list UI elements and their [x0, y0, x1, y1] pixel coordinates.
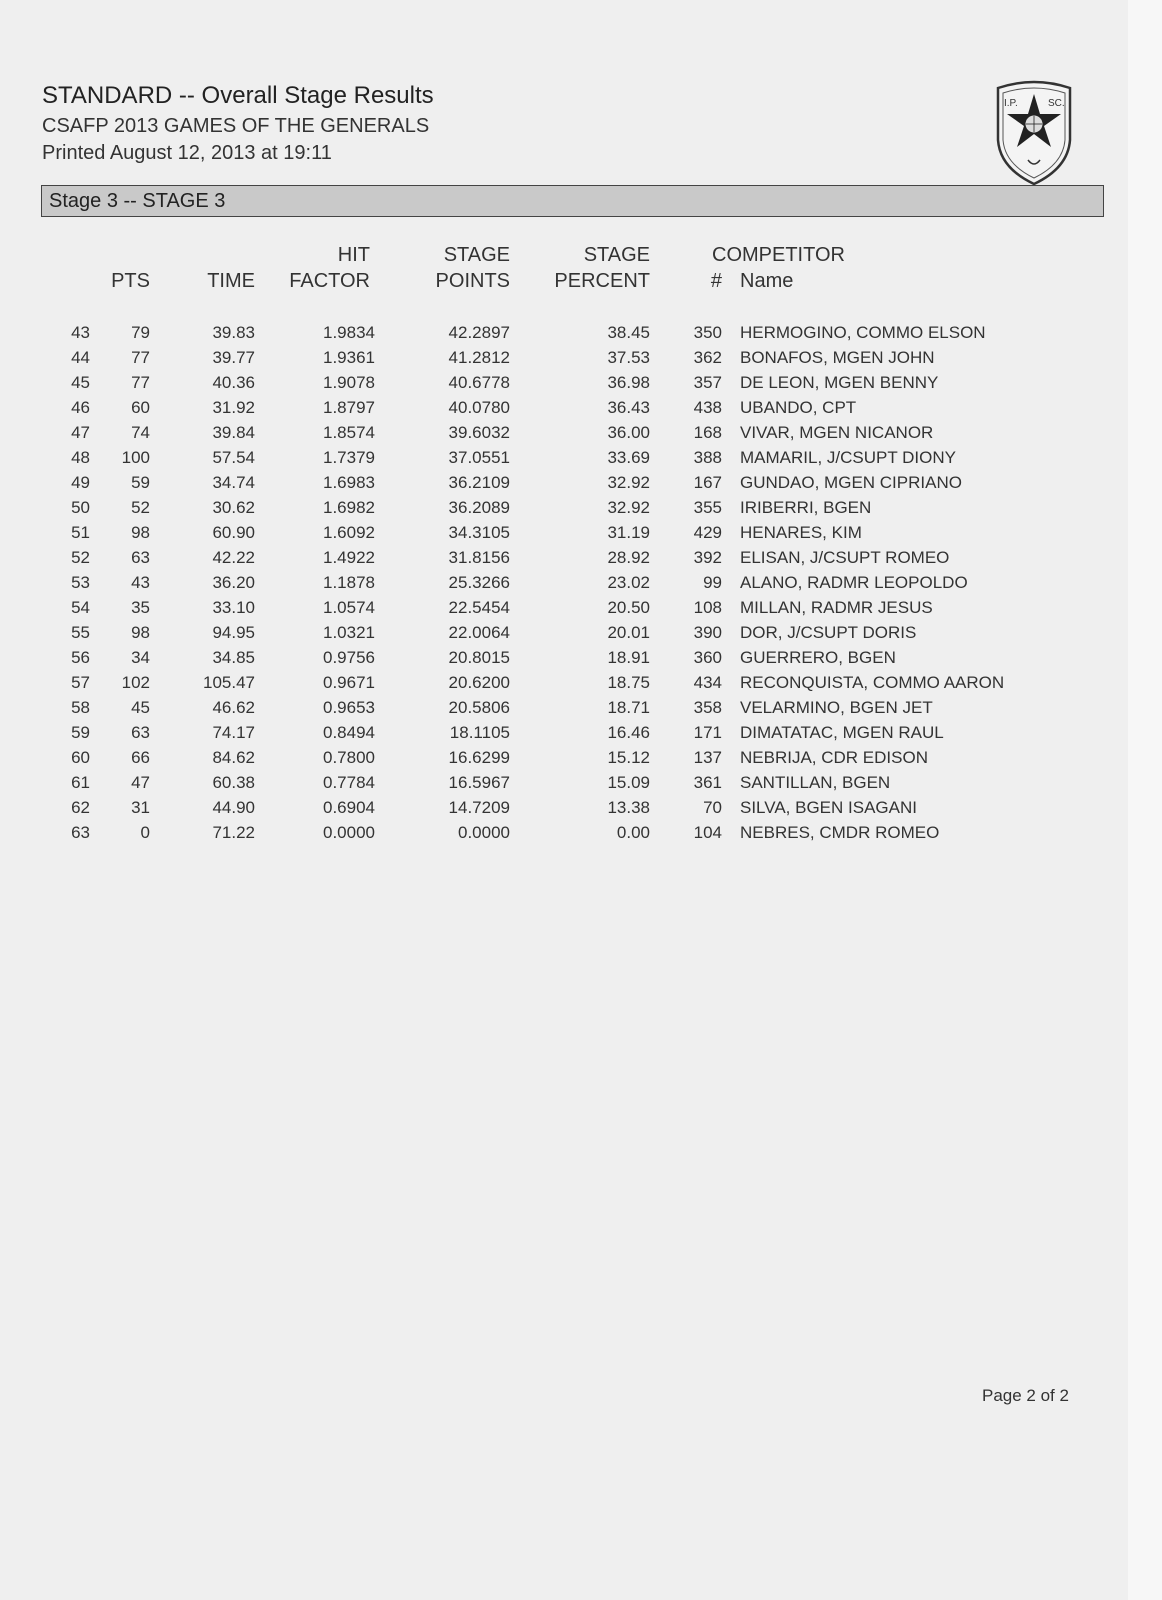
- logo-left-text: I.P.: [1004, 98, 1018, 109]
- competitor-number: 390: [693, 623, 722, 642]
- competitor-name: NEBRIJA, CDR EDISON: [740, 748, 928, 767]
- hit-factor: 1.4922: [323, 548, 375, 567]
- place: 53: [71, 573, 90, 592]
- time: 84.62: [212, 748, 255, 767]
- hit-factor: 0.0000: [323, 823, 375, 842]
- stage-percent: 36.00: [607, 423, 650, 442]
- competitor-number: 358: [693, 698, 722, 717]
- stage-percent: 15.09: [607, 773, 650, 792]
- time: 44.90: [212, 798, 255, 817]
- stage-points: 22.0064: [448, 623, 510, 642]
- stage-percent: 32.92: [607, 473, 650, 492]
- pts: 31: [131, 798, 150, 817]
- competitor-name: DOR, J/CSUPT DORIS: [740, 623, 917, 642]
- stage-percent: 28.92: [607, 548, 650, 567]
- hit-factor: 1.8574: [323, 423, 375, 442]
- pts: 0: [140, 823, 150, 842]
- pts: 43: [131, 573, 150, 592]
- competitor-number: 357: [693, 373, 722, 392]
- stage-percent: 23.02: [607, 573, 650, 592]
- col-stage-percent-bottom: PERCENT: [554, 270, 650, 292]
- competitor-name: MILLAN, RADMR JESUS: [740, 598, 933, 617]
- pts: 34: [131, 648, 150, 667]
- table-row: [0, 570, 1128, 595]
- time: 74.17: [212, 723, 255, 742]
- competitor-number: 108: [693, 598, 722, 617]
- stage-points: 39.6032: [448, 423, 510, 442]
- competitor-name: ALANO, RADMR LEOPOLDO: [740, 573, 968, 592]
- time: 36.20: [212, 573, 255, 592]
- time: 33.10: [212, 598, 255, 617]
- time: 39.84: [212, 423, 255, 442]
- time: 46.62: [212, 698, 255, 717]
- hit-factor: 0.6904: [323, 798, 375, 817]
- competitor-name: MAMARIL, J/CSUPT DIONY: [740, 448, 956, 467]
- table-row: [0, 620, 1128, 645]
- pts: 66: [131, 748, 150, 767]
- hit-factor: 1.9834: [323, 323, 375, 342]
- competitor-name: VELARMINO, BGEN JET: [740, 698, 933, 717]
- table-row: [0, 320, 1128, 345]
- place: 59: [71, 723, 90, 742]
- stage-points: 16.5967: [448, 773, 510, 792]
- stage-percent: 20.50: [607, 598, 650, 617]
- competitor-name: NEBRES, CMDR ROMEO: [740, 823, 940, 842]
- table-row: [0, 420, 1128, 445]
- competitor-number: 70: [703, 798, 722, 817]
- stage-percent: 36.98: [607, 373, 650, 392]
- competitor-name: DE LEON, MGEN BENNY: [740, 373, 939, 392]
- match-name: CSAFP 2013 GAMES OF THE GENERALS: [42, 115, 430, 137]
- table-row: [0, 770, 1128, 795]
- hit-factor: 0.9653: [323, 698, 375, 717]
- col-stage-points-bottom: POINTS: [435, 270, 510, 292]
- place: 49: [71, 473, 90, 492]
- results-table: [0, 320, 1128, 845]
- hit-factor: 0.7784: [323, 773, 375, 792]
- competitor-number: 360: [693, 648, 722, 667]
- stage-points: 36.2109: [448, 473, 510, 492]
- pts: 98: [131, 623, 150, 642]
- competitor-name: HERMOGINO, COMMO ELSON: [740, 323, 986, 342]
- table-row: [0, 595, 1128, 620]
- stage-bar: [41, 185, 1104, 217]
- time: 30.62: [212, 498, 255, 517]
- stage-points: 40.6778: [448, 373, 510, 392]
- hit-factor: 1.7379: [323, 448, 375, 467]
- place: 60: [71, 748, 90, 767]
- competitor-name: GUNDAO, MGEN CIPRIANO: [740, 473, 962, 492]
- hit-factor: 0.8494: [323, 723, 375, 742]
- printed-date: Printed August 12, 2013 at 19:11: [42, 142, 332, 164]
- stage-points: 31.8156: [448, 548, 510, 567]
- stage-points: 20.6200: [448, 673, 510, 692]
- time: 31.92: [212, 398, 255, 417]
- table-row: [0, 395, 1128, 420]
- place: 57: [71, 673, 90, 692]
- time: 34.74: [212, 473, 255, 492]
- col-time-header: TIME: [207, 270, 255, 292]
- competitor-number: 355: [693, 498, 722, 517]
- table-row: [0, 795, 1128, 820]
- col-hit-header: HIT: [337, 244, 370, 266]
- place: 44: [71, 348, 90, 367]
- table-row: [0, 695, 1128, 720]
- competitor-name: ELISAN, J/CSUPT ROMEO: [740, 548, 950, 567]
- table-row: [0, 520, 1128, 545]
- stage-percent: 32.92: [607, 498, 650, 517]
- pts: 74: [131, 423, 150, 442]
- hit-factor: 1.0321: [323, 623, 375, 642]
- table-row: [0, 495, 1128, 520]
- stage-points: 41.2812: [448, 348, 510, 367]
- stage-percent: 15.12: [607, 748, 650, 767]
- pts: 100: [121, 448, 150, 467]
- place: 48: [71, 448, 90, 467]
- stage-points: 14.7209: [448, 798, 510, 817]
- stage-points: 18.1105: [449, 723, 510, 742]
- competitor-number: 429: [693, 523, 722, 542]
- pts: 77: [131, 373, 150, 392]
- place: 58: [71, 698, 90, 717]
- competitor-number: 392: [693, 548, 722, 567]
- competitor-number: 434: [693, 673, 722, 692]
- competitor-number: 350: [693, 323, 722, 342]
- place: 62: [71, 798, 90, 817]
- col-stage-points-top: STAGE: [443, 244, 510, 266]
- competitor-number: 104: [693, 823, 722, 842]
- stage-points: 34.3105: [448, 523, 510, 542]
- competitor-number: 167: [693, 473, 722, 492]
- stage-points: 25.3266: [448, 573, 510, 592]
- stage-percent: 38.45: [607, 323, 650, 342]
- place: 52: [71, 548, 90, 567]
- page-number: Page 2 of 2: [982, 1386, 1069, 1405]
- table-row: [0, 470, 1128, 495]
- pts: 60: [131, 398, 150, 417]
- competitor-name: DIMATATAC, MGEN RAUL: [740, 723, 944, 742]
- stage-points: 20.5806: [448, 698, 510, 717]
- table-row: [0, 345, 1128, 370]
- pts: 47: [131, 773, 150, 792]
- stage-points: 22.5454: [448, 598, 510, 617]
- stage-percent: 37.53: [607, 348, 650, 367]
- table-row: [0, 545, 1128, 570]
- col-pts-header: PTS: [111, 270, 150, 292]
- stage-percent: 13.38: [607, 798, 650, 817]
- pts: 98: [131, 523, 150, 542]
- place: 45: [71, 373, 90, 392]
- competitor-name: VIVAR, MGEN NICANOR: [740, 423, 934, 442]
- pts: 79: [131, 323, 150, 342]
- competitor-name: GUERRERO, BGEN: [740, 648, 896, 667]
- stage-percent: 18.71: [607, 698, 650, 717]
- competitor-name: SILVA, BGEN ISAGANI: [740, 798, 917, 817]
- table-row: [0, 370, 1128, 395]
- pts: 77: [131, 348, 150, 367]
- time: 57.54: [212, 448, 255, 467]
- competitor-number: 168: [693, 423, 722, 442]
- hit-factor: 0.9671: [323, 673, 375, 692]
- table-row: [0, 645, 1128, 670]
- hit-factor: 0.7800: [323, 748, 375, 767]
- pts: 59: [131, 473, 150, 492]
- stage-percent: 20.01: [607, 623, 650, 642]
- scan-edge: [1128, 0, 1162, 1600]
- table-row: [0, 670, 1128, 695]
- competitor-number: 99: [703, 573, 722, 592]
- ipsc-shield-logo: [990, 80, 1078, 186]
- competitor-name: SANTILLAN, BGEN: [740, 773, 891, 792]
- hit-factor: 1.8797: [323, 398, 375, 417]
- hit-factor: 1.1878: [323, 573, 375, 592]
- stage-points: 0.0000: [458, 823, 510, 842]
- competitor-name: HENARES, KIM: [740, 523, 862, 542]
- col-name-header: Name: [740, 270, 794, 292]
- time: 39.83: [212, 323, 255, 342]
- time: 34.85: [212, 648, 255, 667]
- hit-factor: 1.6983: [323, 473, 375, 492]
- stage-points: 37.0551: [448, 448, 510, 467]
- pts: 52: [131, 498, 150, 517]
- pts: 45: [131, 698, 150, 717]
- report-title: STANDARD -- Overall Stage Results: [42, 82, 434, 109]
- table-row: [0, 445, 1128, 470]
- time: 71.22: [212, 823, 255, 842]
- competitor-number: 361: [693, 773, 722, 792]
- stage-label: Stage 3 -- STAGE 3: [49, 190, 226, 212]
- col-competitor-header: COMPETITOR: [712, 244, 845, 266]
- competitor-name: BONAFOS, MGEN JOHN: [740, 348, 935, 367]
- stage-percent: 18.91: [607, 648, 650, 667]
- col-stage-percent-top: STAGE: [583, 244, 650, 266]
- stage-percent: 0.00: [616, 823, 650, 842]
- pts: 63: [131, 723, 150, 742]
- stage-percent: 16.46: [607, 723, 650, 742]
- competitor-number: 388: [693, 448, 722, 467]
- place: 54: [71, 598, 90, 617]
- pts: 63: [131, 548, 150, 567]
- place: 50: [71, 498, 90, 517]
- competitor-number: 362: [693, 348, 722, 367]
- hit-factor: 1.6982: [323, 498, 375, 517]
- stage-points: 16.6299: [448, 748, 510, 767]
- table-row: [0, 745, 1128, 770]
- place: 43: [71, 323, 90, 342]
- competitor-number: 438: [693, 398, 722, 417]
- pts: 35: [131, 598, 150, 617]
- time: 42.22: [212, 548, 255, 567]
- hit-factor: 1.9361: [323, 348, 375, 367]
- place: 61: [71, 773, 90, 792]
- stage-percent: 31.19: [607, 523, 650, 542]
- table-row: [0, 720, 1128, 745]
- time: 105.47: [203, 673, 255, 692]
- place: 46: [71, 398, 90, 417]
- stage-points: 42.2897: [448, 323, 510, 342]
- stage-percent: 36.43: [607, 398, 650, 417]
- place: 63: [71, 823, 90, 842]
- place: 55: [71, 623, 90, 642]
- pts: 102: [121, 673, 150, 692]
- competitor-name: UBANDO, CPT: [740, 398, 857, 417]
- hit-factor: 0.9756: [323, 648, 375, 667]
- col-factor-header: FACTOR: [289, 270, 370, 292]
- hit-factor: 1.0574: [323, 598, 375, 617]
- place: 51: [71, 523, 90, 542]
- stage-points: 36.2089: [448, 498, 510, 517]
- time: 39.77: [212, 348, 255, 367]
- col-number-header: #: [710, 270, 722, 292]
- time: 60.38: [212, 773, 255, 792]
- time: 94.95: [212, 623, 255, 642]
- hit-factor: 1.6092: [323, 523, 375, 542]
- stage-percent: 33.69: [607, 448, 650, 467]
- table-row: [0, 820, 1128, 845]
- competitor-number: 171: [693, 723, 722, 742]
- competitor-name: RECONQUISTA, COMMO AARON: [740, 673, 1005, 692]
- stage-points: 20.8015: [448, 648, 510, 667]
- competitor-number: 137: [693, 748, 722, 767]
- hit-factor: 1.9078: [323, 373, 375, 392]
- stage-points: 40.0780: [448, 398, 510, 417]
- place: 47: [71, 423, 90, 442]
- time: 60.90: [212, 523, 255, 542]
- place: 56: [71, 648, 90, 667]
- stage-percent: 18.75: [607, 673, 650, 692]
- competitor-name: IRIBERRI, BGEN: [740, 498, 872, 517]
- logo-right-text: SC.: [1048, 98, 1065, 109]
- time: 40.36: [212, 373, 255, 392]
